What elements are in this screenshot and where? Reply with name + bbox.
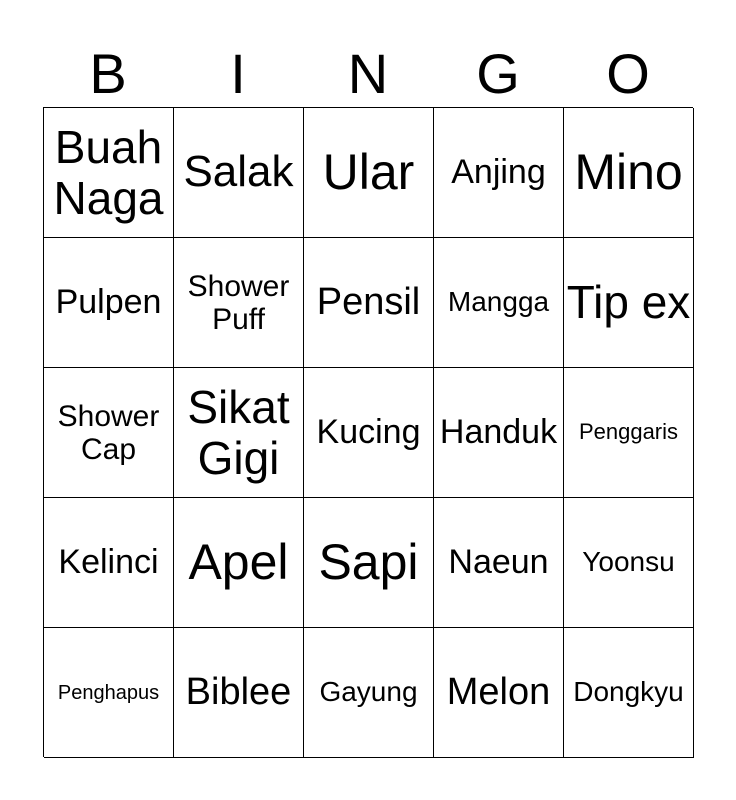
bingo-grid: [43, 107, 693, 757]
cell-text: Buah Naga: [53, 120, 164, 224]
bingo-cell: [44, 368, 174, 498]
cell-text: Yoonsu: [582, 546, 675, 578]
header-letter-o: O: [606, 42, 650, 105]
cell-text: Kelinci: [58, 542, 159, 581]
bingo-cell: [174, 368, 304, 498]
cell-text: Ular: [322, 144, 415, 200]
bingo-cell: [564, 498, 694, 628]
cell-text: Shower Cap: [57, 399, 160, 466]
cell-text: Biblee: [185, 670, 292, 713]
header-letter-n: N: [347, 42, 389, 105]
bingo-cell: [434, 238, 564, 368]
cell-text: Tip ex: [566, 276, 691, 329]
cell-text: Melon: [446, 670, 551, 713]
cell-text: Salak: [183, 147, 294, 197]
bingo-cell: [174, 238, 304, 368]
bingo-cell: [434, 498, 564, 628]
bingo-cell: [174, 108, 304, 238]
cell-text: Sapi: [318, 534, 419, 590]
bingo-cell: [564, 628, 694, 758]
bingo-cell: [44, 498, 174, 628]
bingo-cell: [434, 628, 564, 758]
cell-text: Shower Puff: [187, 269, 290, 336]
bingo-cell: [434, 108, 564, 238]
cell-text: Gayung: [319, 676, 418, 708]
bingo-cell: [44, 108, 174, 238]
bingo-cell: [564, 108, 694, 238]
header-letter-i: I: [230, 42, 246, 105]
bingo-cell: [564, 368, 694, 498]
cell-text: Penghapus: [57, 681, 160, 704]
bingo-cell: [304, 368, 434, 498]
cell-text: Apel: [188, 534, 289, 590]
cell-text: Pensil: [316, 280, 421, 323]
bingo-cell: [304, 238, 434, 368]
bingo-cell: [564, 238, 694, 368]
cell-text: Anjing: [451, 152, 546, 191]
cell-text: Mino: [574, 144, 683, 200]
bingo-cell: [174, 628, 304, 758]
cell-text: Kucing: [316, 412, 421, 451]
cell-text: Handuk: [439, 412, 558, 451]
bingo-cell: [304, 498, 434, 628]
header-letter-g: G: [476, 42, 520, 105]
bingo-cell: [304, 628, 434, 758]
cell-text: Sikat Gigi: [187, 380, 290, 484]
cell-text: Penggaris: [578, 419, 679, 445]
bingo-cell: [174, 498, 304, 628]
bingo-cell: [434, 368, 564, 498]
cell-text: Pulpen: [55, 282, 162, 321]
cell-text: Mangga: [447, 286, 550, 318]
bingo-header: [43, 40, 693, 108]
bingo-cell: [44, 238, 174, 368]
cell-text: Dongkyu: [573, 676, 684, 708]
bingo-cell: [44, 628, 174, 758]
cell-text: Naeun: [448, 542, 549, 581]
bingo-cell: [304, 108, 434, 238]
header-letter-b: B: [89, 42, 127, 105]
